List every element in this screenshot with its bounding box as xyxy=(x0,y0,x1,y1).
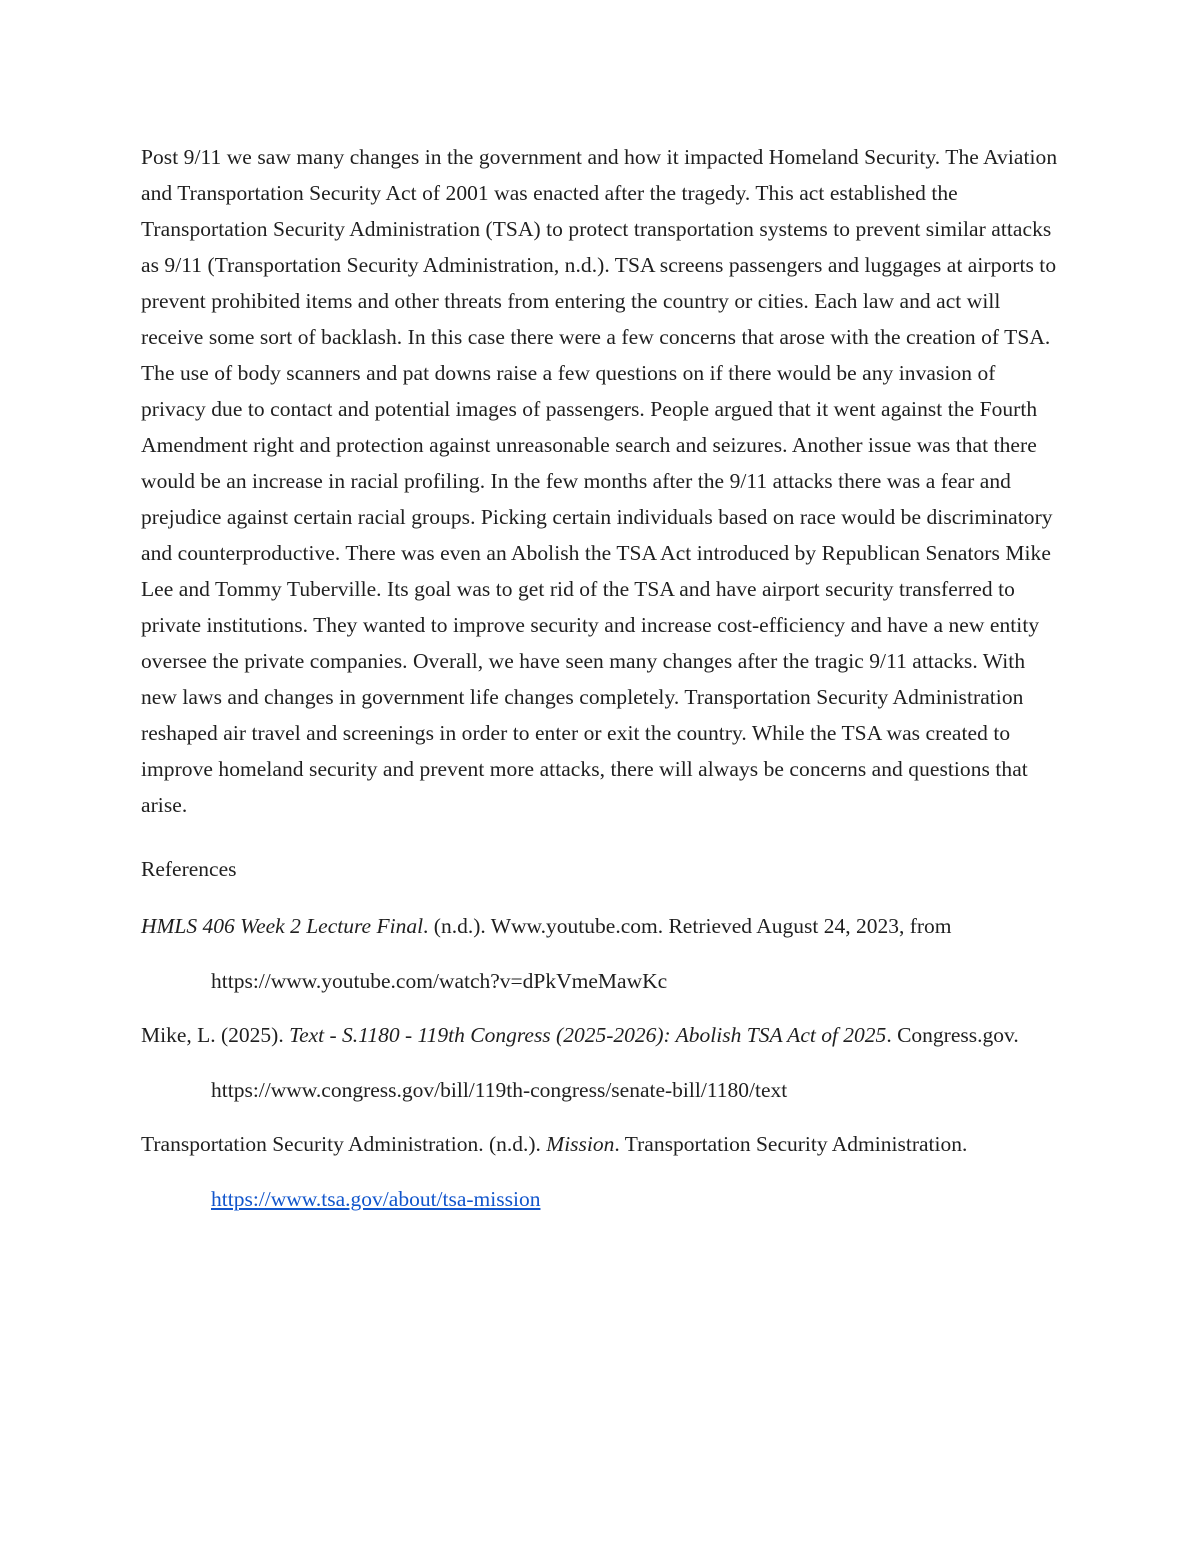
reference-3-author: Transportation Security Administration. (n.d.). xyxy=(141,1132,547,1156)
document-content xyxy=(141,139,1061,1226)
reference-2-author: Mike, L. (2025). xyxy=(141,1023,290,1047)
body-paragraph: Post 9/11 we saw many changes in the government and how it impacted Homeland Security. The Aviation and Transportation Security Act of 2001 was enacted after the tragedy. This act established the Transportation Security Administration (TSA) to protect transportation systems to prevent similar attacks as 9/11 (Transportation Security Administration, n.d.). TSA screens passengers and luggages at airports to prevent prohibited items and other threats from entering the country or cities. Each law and act will receive some sort of backlash. In this case there were a few concerns that arose with the creation of TSA. The use of body scanners and pat downs raise a few questions on if there would be any invasion of privacy due to contact and potential images of passengers. People argued that it went against the Fourth Amendment right and protection against unreasonable search and seizures. Another issue was that there would be an increase in racial profiling. In the few months after the 9/11 attacks there was a fear and prejudice against certain racial groups. Picking certain individuals based on race would be discriminatory and counterproductive. There was even an Abolish the TSA Act introduced by Republican Senators Mike Lee and Tommy Tuberville. Its goal was to get rid of the TSA and have airport security transferred to private institutions. They wanted to improve security and increase cost-efficiency and have a new entity oversee the private companies. Overall, we have seen many changes after the tragic 9/11 attacks. With new laws and changes in government life changes completely. Transportation Security Administration reshaped air travel and screenings in order to enter or exit the country. While the TSA was created to improve homeland security and prevent more attacks, there will always be concerns and questions that arise. xyxy=(141,145,1058,817)
reference-1-details: . (n.d.). Www.youtube.com. Retrieved August 24, 2023, from https://www.youtube.com/watch?v=dPkVmeMawKc xyxy=(211,914,952,993)
reference-entry-1 xyxy=(141,899,1061,1008)
references-heading: References xyxy=(141,857,237,881)
reference-3-title: Mission xyxy=(546,1132,615,1156)
tsa-mission-link[interactable]: https://www.tsa.gov/about/tsa-mission xyxy=(211,1186,541,1211)
reference-1-title: HMLS 406 Week 2 Lecture Final xyxy=(141,914,424,938)
reference-entry-2 xyxy=(141,1008,1061,1117)
reference-entry-3 xyxy=(141,1117,1061,1226)
reference-2-details: . Congress.gov. https://www.congress.gov/bill/119th-congress/senate-bill/1180/text xyxy=(211,1023,1019,1102)
reference-2-title: Text - S.1180 - 119th Congress (2025-2026): Abolish TSA Act of 2025 xyxy=(289,1023,887,1047)
reference-3-details: . Transportation Security Administration. xyxy=(614,1132,968,1156)
